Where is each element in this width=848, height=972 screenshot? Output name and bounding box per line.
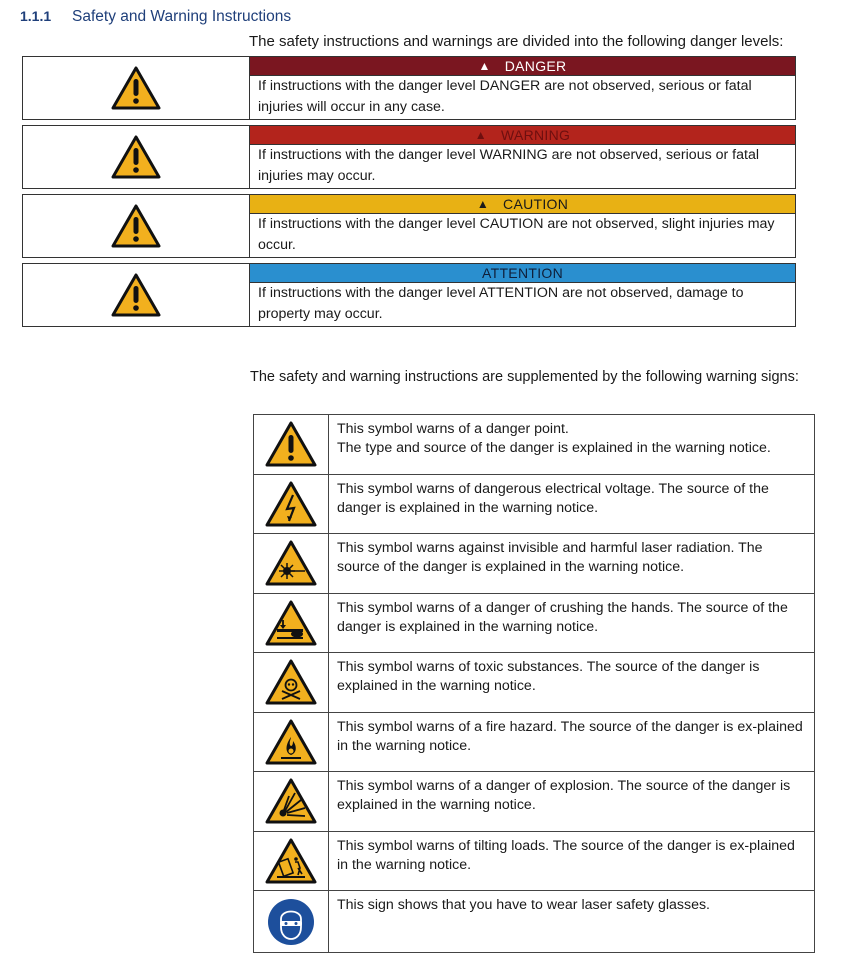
- toxic-substance-icon: [265, 659, 317, 705]
- warning-triangle-small-icon: ▲: [474, 128, 487, 142]
- table-row: [254, 712, 815, 772]
- sign-description: This symbol warns of toxic substances. The source of the danger is explained in the warning notice.: [337, 659, 760, 694]
- section-heading: [20, 8, 291, 26]
- sign-description: This symbol warns of a fire hazard. The source of the danger is ex-plained in the warning notice.: [337, 718, 803, 754]
- table-row: [254, 891, 815, 953]
- sign-description: This symbol warns of tilting loads. The source of the danger is ex-plained in the warning notice.: [337, 837, 795, 873]
- hand-crush-icon: [265, 600, 317, 646]
- table-row: [254, 534, 815, 594]
- danger-level-bar: [250, 57, 795, 76]
- warning-triangle-icon: [111, 204, 161, 248]
- table-row: [254, 593, 815, 653]
- warning-triangle-icon: [111, 135, 161, 179]
- warning-triangle-icon: [111, 273, 161, 317]
- laser-radiation-icon: [265, 540, 317, 586]
- table-row: [254, 415, 815, 475]
- warning-triangle-small-icon: ▲: [476, 197, 490, 211]
- danger-level-description: If instructions with the danger level CAUTION are not observed, slight injuries may occur.: [258, 216, 775, 253]
- sign-description: This symbol warns against invisible and harmful laser radiation. The source of the danger is explained in the warning notice.: [337, 540, 763, 575]
- explosion-icon: [265, 778, 317, 824]
- table-row: [254, 772, 815, 832]
- section-title: Safety and Warning Instructions: [72, 8, 292, 25]
- danger-level-label: WARNING: [500, 127, 571, 143]
- danger-level-attention: [22, 263, 796, 327]
- danger-level-label: ATTENTION: [482, 265, 563, 281]
- sign-description-line2: The type and source of the danger is explained in the warning notice.: [337, 440, 771, 456]
- sign-description: This symbol warns of dangerous electrical voltage. The source of the danger is explained in the warning notice.: [337, 480, 769, 516]
- sign-description: This symbol warns of a danger of explosion. The source of the danger is explained in the warning notice.: [337, 778, 791, 813]
- table-row: [254, 831, 815, 891]
- table-row: [254, 653, 815, 713]
- section-number: 1.1.1: [20, 8, 52, 24]
- laser-glasses-mandatory-icon: [266, 897, 316, 947]
- warning-signs-table: [253, 414, 815, 953]
- danger-level-label: CAUTION: [503, 196, 569, 212]
- danger-level-warning: [22, 125, 796, 189]
- warning-signs-intro: The safety and warning instructions are supplemented by the following warning signs:: [250, 369, 799, 385]
- sign-description: This symbol warns of a danger of crushing the hands. The source of the danger is explained in the warning notice.: [337, 599, 788, 635]
- danger-level-label: DANGER: [504, 58, 567, 74]
- danger-level-caution: [22, 194, 796, 258]
- danger-levels-intro: The safety instructions and warnings are divided into the following danger levels:: [249, 33, 784, 50]
- sign-description: This sign shows that you have to wear laser safety glasses.: [337, 897, 710, 913]
- general-danger-icon: [265, 421, 317, 467]
- table-row: [254, 474, 815, 534]
- tilting-loads-icon: [265, 838, 317, 884]
- danger-level-bar: [250, 264, 795, 283]
- danger-level-bar: [250, 126, 795, 145]
- warning-triangle-small-icon: ▲: [478, 59, 491, 73]
- danger-level-danger: [22, 56, 796, 120]
- danger-level-description: If instructions with the danger level DANGER are not observed, serious or fatal injuries will occur in any case.: [258, 78, 752, 115]
- warning-triangle-icon: [111, 66, 161, 110]
- danger-level-bar: [250, 195, 795, 214]
- fire-hazard-icon: [265, 719, 317, 765]
- electrical-voltage-icon: [265, 481, 317, 527]
- sign-description: This symbol warns of a danger point.: [337, 421, 569, 437]
- danger-levels-table: [22, 56, 796, 332]
- danger-level-description: If instructions with the danger level ATTENTION are not observed, damage to property may occur.: [258, 285, 744, 322]
- danger-level-description: If instructions with the danger level WARNING are not observed, serious or fatal injuries may occur.: [258, 147, 759, 184]
